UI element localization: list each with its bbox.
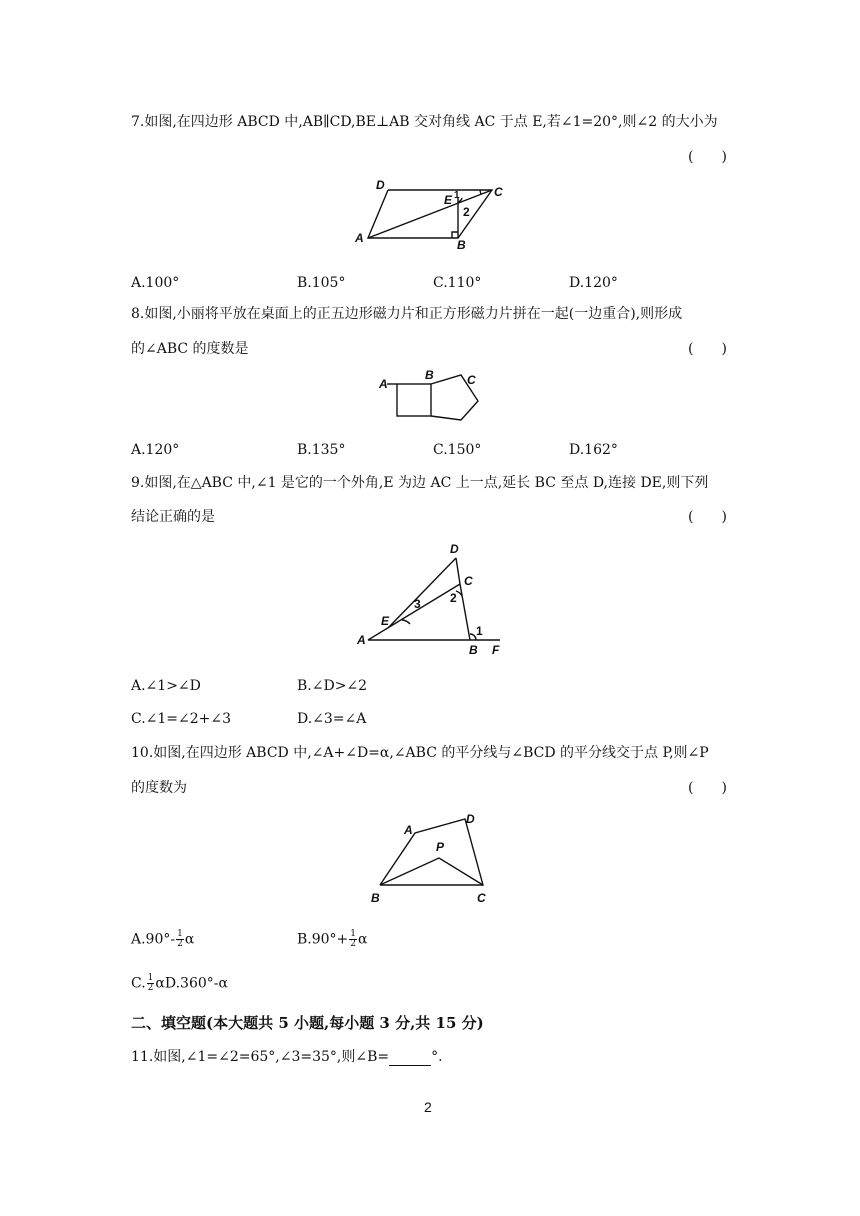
q10-option-a-suffix: α — [184, 931, 195, 948]
half-fraction: $\frac{1}{2}$ — [177, 929, 183, 949]
q10-option-a[interactable] — [131, 930, 194, 949]
q11-stem-suffix: °. — [431, 1049, 443, 1065]
q10-label-d: D — [466, 812, 475, 826]
q9-label-1: 1 — [476, 624, 483, 638]
q7-option-d[interactable]: D.120° — [569, 275, 618, 291]
q8-option-a[interactable]: A.120° — [131, 442, 180, 458]
q7-stem: 7.如图,在四边形 ABCD 中,AB∥CD,BE⊥AB 交对角线 AC 于点 E,若∠1=20°,则∠2 的大小为 — [131, 114, 718, 130]
q10-option-c-suffix: α — [155, 975, 165, 992]
q10-answer-paren: ( ) — [688, 780, 727, 796]
q11-stem-text: 11.如图,∠1=∠2=65°,∠3=35°,则∠B= — [131, 1049, 390, 1065]
q9-figure — [352, 538, 512, 658]
page-number: 2 — [424, 1099, 432, 1115]
q10-label-b: B — [371, 891, 380, 905]
q8-figure — [375, 365, 485, 423]
q10-option-a-prefix: A.90°- — [131, 931, 176, 948]
q8-option-b[interactable]: B.135° — [297, 442, 346, 458]
q8-stem-line2: 的∠ABC 的度数是 — [131, 341, 249, 357]
q9-label-2: 2 — [450, 591, 457, 605]
q8-option-c[interactable]: C.150° — [433, 442, 482, 458]
q10-stem-line2: 的度数为 — [131, 780, 187, 796]
q8-option-d[interactable]: D.162° — [569, 442, 618, 458]
half-fraction: $\frac{1}{2}$ — [147, 973, 154, 993]
q9-label-b: B — [469, 643, 478, 657]
q9-stem-line1: 9.如图,在△ABC 中,∠1 是它的一个外角,E 为边 AC 上一点,延长 BC 至点 D,连接 DE,则下列 — [131, 475, 709, 491]
q7-label-c: C — [494, 185, 503, 199]
q10-option-c[interactable] — [131, 974, 228, 993]
q8-label-b: B — [425, 368, 434, 382]
q11-answer-blank[interactable] — [389, 1051, 431, 1066]
q7-answer-paren: ( ) — [688, 149, 727, 165]
q7-label-d: D — [376, 178, 385, 192]
q7-label-2: 2 — [463, 205, 470, 219]
q9-answer-paren: ( ) — [688, 509, 727, 525]
q8-stem-line1: 8.如图,小丽将平放在桌面上的正五边形磁力片和正方形磁力片拼在一起(一边重合),则形成 — [131, 306, 683, 322]
q9-option-b[interactable]: B.∠D>∠2 — [297, 678, 368, 694]
q9-label-c: C — [464, 574, 473, 588]
q11-stem — [131, 1048, 443, 1066]
section-heading-fill-in: 二、填空题(本大题共 5 小题,每小题 3 分,共 15 分) — [131, 1014, 484, 1032]
q7-label-1: 1 — [454, 190, 460, 201]
q10-label-a: A — [404, 823, 413, 837]
q9-label-a: A — [357, 633, 366, 647]
q10-option-d[interactable]: D.360°-α — [164, 975, 228, 992]
half-fraction: $\frac{1}{2}$ — [350, 929, 357, 949]
q9-option-d[interactable]: D.∠3=∠A — [297, 711, 367, 727]
q10-stem-line1: 10.如图,在四边形 ABCD 中,∠A+∠D=α,∠ABC 的平分线与∠BCD 的平分线交于点 P,则∠P — [131, 745, 709, 761]
q8-answer-paren: ( ) — [688, 341, 727, 357]
q10-option-b-prefix: B.90°+ — [297, 931, 349, 948]
q8-label-c: C — [467, 373, 476, 387]
q9-label-d: D — [450, 542, 459, 556]
q7-option-a[interactable]: A.100° — [131, 275, 180, 291]
q7-label-e: E — [444, 193, 453, 207]
q9-label-3: 3 — [414, 597, 421, 611]
q7-label-a: A — [355, 231, 364, 245]
q8-label-a: A — [379, 377, 388, 391]
q9-stem-line2: 结论正确的是 — [131, 509, 215, 525]
q10-figure — [365, 808, 495, 908]
q10-option-b[interactable] — [297, 930, 368, 949]
q7-option-c[interactable]: C.110° — [433, 275, 482, 291]
q9-option-a[interactable]: A.∠1>∠D — [131, 678, 201, 694]
q10-label-p: P — [436, 840, 445, 854]
q9-option-c[interactable]: C.∠1=∠2+∠3 — [131, 711, 232, 727]
q7-label-b: B — [457, 238, 466, 252]
q10-label-c: C — [477, 891, 486, 905]
q9-label-e: E — [381, 614, 390, 628]
q10-option-b-suffix: α — [358, 931, 368, 948]
q7-option-b[interactable]: B.105° — [297, 275, 346, 291]
q7-figure — [350, 176, 510, 252]
q9-label-f: F — [492, 643, 500, 657]
q10-option-c-prefix: C. — [131, 975, 146, 992]
